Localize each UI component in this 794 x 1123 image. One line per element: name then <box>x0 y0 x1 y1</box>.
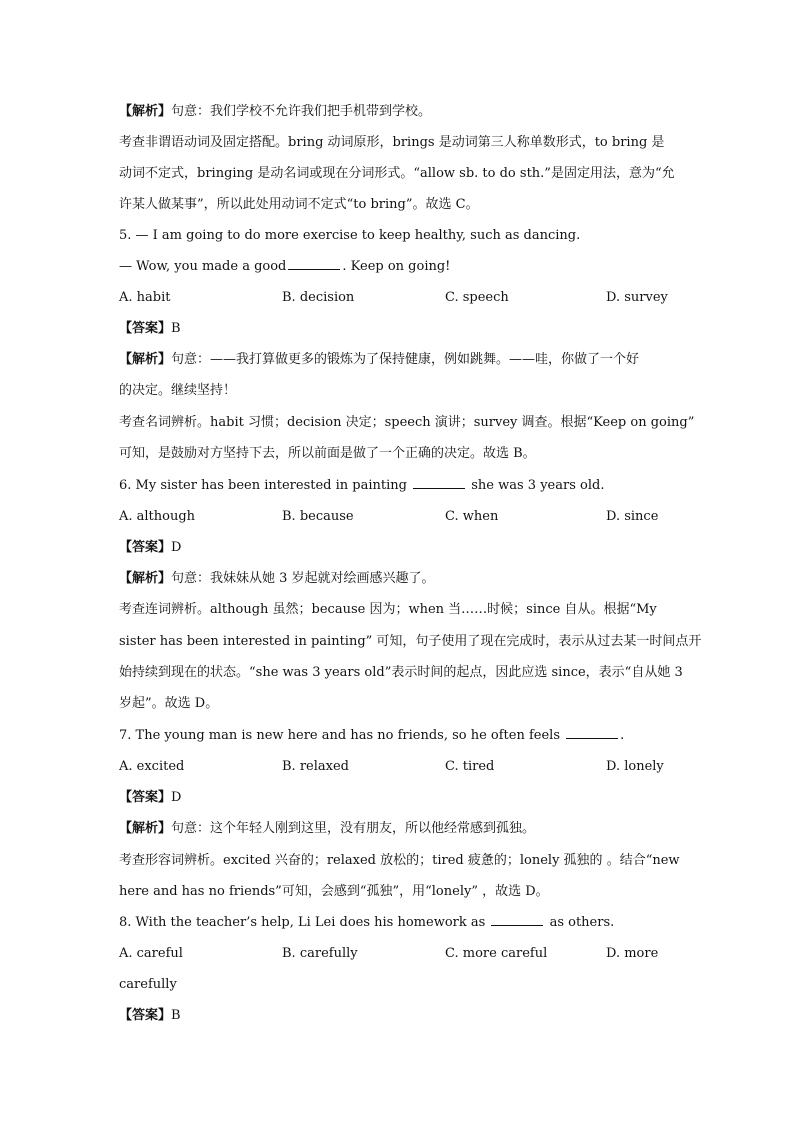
q8-option-a: A. careful <box>119 946 183 961</box>
analysis-text: 句意：我妹妹从她 3 岁起就对绘画感兴趣了。 <box>171 571 435 586</box>
q6-stem <box>119 476 679 496</box>
q6-blank <box>413 476 465 489</box>
q5-stem-post: . Keep on going! <box>342 259 451 274</box>
q5-stem-line-1: 5. — I am going to do more exercise to keep healthy, such as dancing. <box>119 228 581 243</box>
q6-option-a: A. although <box>119 509 196 524</box>
q8-answer <box>119 1006 679 1026</box>
q4-analysis-line-3: 动词不定式，bringing 是动名词或现在分词形式。“allow sb. to do sth.”是固定用法，意为“允 <box>119 166 675 181</box>
q7-analysis-line-1 <box>119 819 679 839</box>
q5-option-c: C. speech <box>445 290 509 305</box>
q6-analysis-line-3: sister has been interested in painting” 可知，句子使用了现在完成时，表示从过去某一时间点开 <box>119 634 702 649</box>
analysis-text: 句意：这个年轻人刚到这里，没有朋友，所以他经常感到孤独。 <box>171 821 536 836</box>
q7-stem-pre: 7. The young man is new here and has no friends, so he often feels <box>119 728 561 743</box>
answer-value: D <box>171 790 182 805</box>
q7-option-a: A. excited <box>119 759 185 774</box>
q7-option-b: B. relaxed <box>282 759 349 774</box>
q5-analysis-line-2: 的决定。继续坚持！ <box>119 383 237 398</box>
answer-tag: 【答案】 <box>119 321 172 336</box>
answer-value: D <box>171 540 182 555</box>
q5-stem-line-2 <box>119 257 679 277</box>
answer-tag: 【答案】 <box>119 540 172 555</box>
q5-analysis-line-1 <box>119 350 679 370</box>
q6-analysis-line-5: 岁起”。故选 D。 <box>119 696 219 711</box>
q6-option-d: D. since <box>606 509 659 524</box>
q8-option-d-wrap: carefully <box>119 977 177 992</box>
answer-value: B <box>171 321 181 336</box>
analysis-tag: 【解析】 <box>119 352 172 367</box>
q5-analysis-line-3: 考查名词辨析。habit 习惯；decision 决定；speech 演讲；survey 调查。根据“Keep on going” <box>119 415 695 430</box>
q7-answer <box>119 788 679 808</box>
q4-analysis-line-4: 许某人做某事”，所以此处用动词不定式“to bring”。故选 C。 <box>119 197 479 212</box>
q4-analysis-line-1 <box>119 102 679 122</box>
answer-value: B <box>171 1008 181 1023</box>
q6-analysis-line-2: 考查连词辨析。although 虽然；because 因为；when 当……时候；since 自从。根据“My <box>119 602 657 617</box>
q6-stem-pre: 6. My sister has been interested in painting <box>119 478 407 493</box>
analysis-tag: 【解析】 <box>119 571 172 586</box>
q8-option-b: B. carefully <box>282 946 358 961</box>
q5-analysis-line-4: 可知，是鼓励对方坚持下去，所以前面是做了一个正确的决定。故选 B。 <box>119 446 536 461</box>
q8-option-d: D. more <box>606 946 659 961</box>
answer-tag: 【答案】 <box>119 1008 172 1023</box>
q6-analysis-line-1 <box>119 569 679 589</box>
q4-analysis-line-2: 考查非谓语动词及固定搭配。bring 动词原形，brings 是动词第三人称单数形式，to bring 是 <box>119 135 665 150</box>
q7-blank <box>566 726 618 739</box>
q5-option-d: D. survey <box>606 290 668 305</box>
q8-blank <box>491 913 543 926</box>
q6-analysis-line-4: 始持续到现在的状态。“she was 3 years old”表示时间的起点，因此应选 since，表示“自从她 3 <box>119 665 683 680</box>
q7-analysis-line-2: 考查形容词辨析。excited 兴奋的；relaxed 放松的；tired 疲惫的；lonely 孤独的 。结合“new <box>119 853 680 868</box>
q5-option-b: B. decision <box>282 290 355 305</box>
q6-option-c: C. when <box>445 509 499 524</box>
q8-stem <box>119 913 679 933</box>
q5-stem-pre: — Wow, you made a good <box>119 259 287 274</box>
q7-stem <box>119 726 679 746</box>
q7-analysis-line-3: here and has no friends”可知，会感到“孤独”，用“lonely” ，故选 D。 <box>119 884 549 899</box>
q7-stem-post: . <box>620 728 625 743</box>
q5-option-a: A. habit <box>119 290 171 305</box>
q5-blank <box>288 257 340 270</box>
q7-option-c: C. tired <box>445 759 495 774</box>
q7-option-d: D. lonely <box>606 759 664 774</box>
analysis-text: 句意：——我打算做更多的锻炼为了保持健康，例如跳舞。——哇，你做了一个好 <box>171 352 640 367</box>
q6-stem-post: she was 3 years old. <box>471 478 605 493</box>
analysis-text: 句意：我们学校不允许我们把手机带到学校。 <box>171 104 432 119</box>
answer-tag: 【答案】 <box>119 790 172 805</box>
q8-stem-pre: 8. With the teacher’s help, Li Lei does his homework as <box>119 915 486 930</box>
analysis-tag: 【解析】 <box>119 821 172 836</box>
analysis-tag: 【解析】 <box>119 104 172 119</box>
q6-answer <box>119 538 679 558</box>
q8-stem-post: as others. <box>549 915 615 930</box>
q5-answer <box>119 319 679 339</box>
q6-option-b: B. because <box>282 509 354 524</box>
q8-option-c: C. more careful <box>445 946 548 961</box>
